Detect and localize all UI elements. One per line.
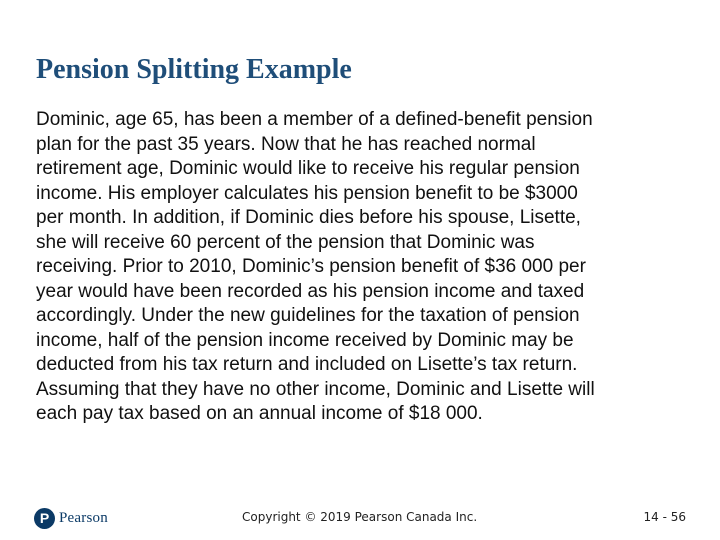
body-line: plan for the past 35 years. Now that he has reached normal <box>36 133 536 155</box>
body-line: she will receive 60 percent of the pension that Dominic was <box>36 231 535 253</box>
slide-title: Pension Splitting Example <box>36 54 352 85</box>
pearson-logo-text: Pearson <box>59 509 108 526</box>
copyright-notice: Copyright © 2019 Pearson Canada Inc. <box>242 510 478 524</box>
body-line: each pay tax based on an annual income of $18 000. <box>36 403 483 424</box>
body-line: income. His employer calculates his pension benefit to be $3000 <box>36 182 578 204</box>
body-line: income, half of the pension income received by Dominic may be <box>36 329 574 351</box>
slide-body <box>36 108 696 427</box>
body-line: Assuming that they have no other income, Dominic and Lisette will <box>36 378 595 400</box>
page-number: 14 - 56 <box>643 510 686 524</box>
body-line: per month. In addition, if Dominic dies before his spouse, Lisette, <box>36 207 581 228</box>
body-line: deducted from his tax return and included on Lisette’s tax return. <box>36 354 578 375</box>
body-line: Dominic, age 65, has been a member of a defined-benefit pension <box>36 109 593 130</box>
pearson-logo <box>34 506 108 530</box>
slide-footer <box>0 500 720 536</box>
body-line: receiving. Prior to 2010, Dominic’s pension benefit of $36 000 per <box>36 256 586 277</box>
body-line: accordingly. Under the new guidelines for the taxation of pension <box>36 305 580 326</box>
body-line: retirement age, Dominic would like to receive his regular pension <box>36 158 580 179</box>
pearson-logo-icon: P <box>34 508 55 529</box>
body-line: year would have been recorded as his pension income and taxed <box>36 280 585 302</box>
